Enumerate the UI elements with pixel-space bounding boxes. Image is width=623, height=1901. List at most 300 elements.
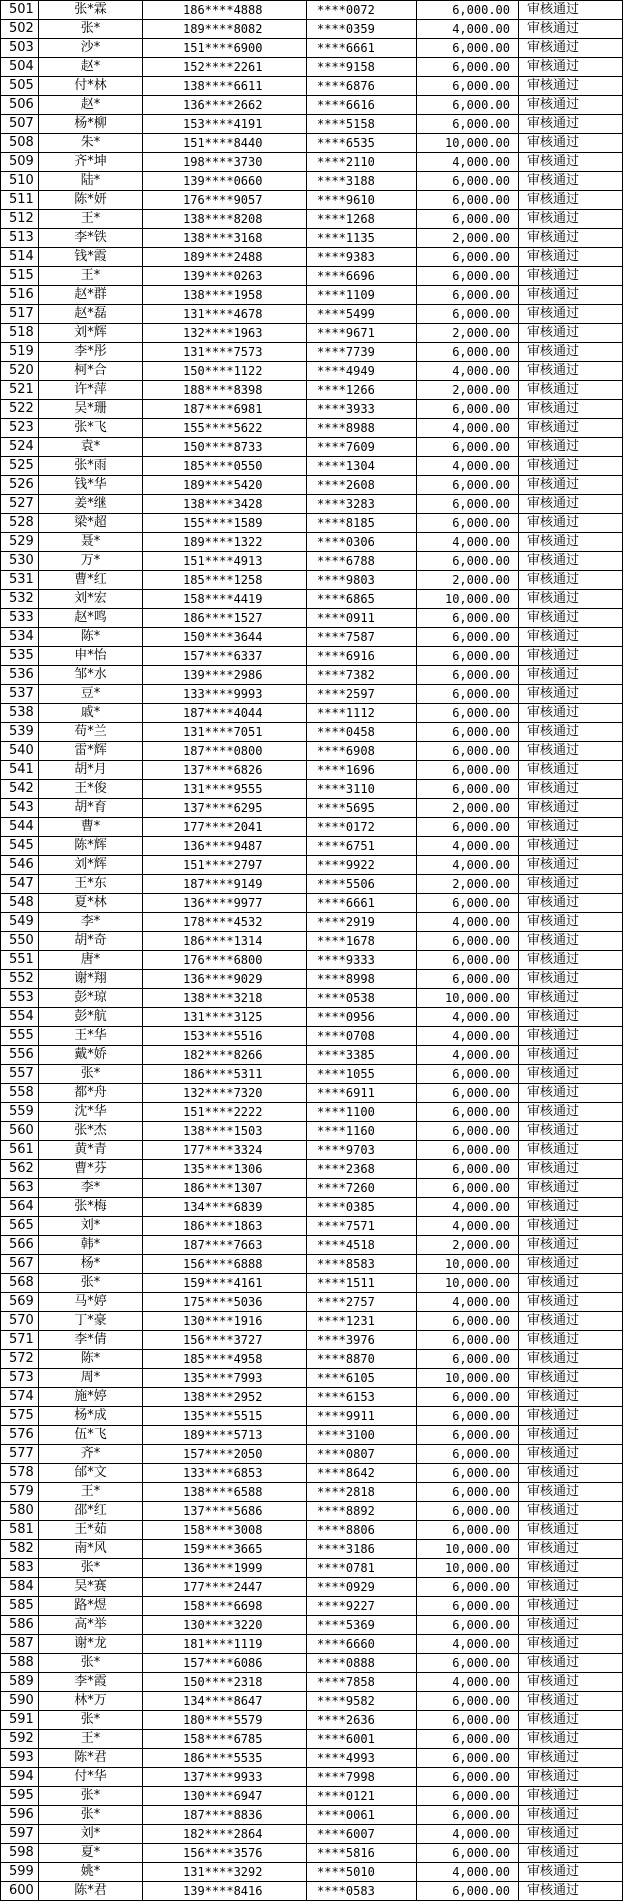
status-cell: 审核通过 (519, 742, 623, 761)
name-cell: 高*举 (39, 1616, 143, 1635)
card-number-cell: ****3283 (307, 495, 417, 514)
card-number-cell: ****7260 (307, 1179, 417, 1198)
phone-cell: 187****9149 (143, 875, 307, 894)
amount-cell: 6,000.00 (417, 286, 519, 305)
table-row (1, 1122, 623, 1141)
table-row (1, 1711, 623, 1730)
amount-cell: 4,000.00 (417, 1046, 519, 1065)
amount-cell: 6,000.00 (417, 970, 519, 989)
table-row (1, 1825, 623, 1844)
card-number-cell: ****6616 (307, 96, 417, 115)
name-cell: 赵* (39, 58, 143, 77)
row-number-cell: 544 (1, 818, 39, 837)
name-cell: 张* (39, 1274, 143, 1293)
amount-cell: 6,000.00 (417, 248, 519, 267)
row-number-cell: 519 (1, 343, 39, 362)
table-row (1, 1673, 623, 1692)
table-row (1, 1540, 623, 1559)
card-number-cell: ****2818 (307, 1483, 417, 1502)
card-number-cell: ****1160 (307, 1122, 417, 1141)
amount-cell: 4,000.00 (417, 1027, 519, 1046)
table-row (1, 932, 623, 951)
amount-cell: 6,000.00 (417, 1464, 519, 1483)
table-row (1, 1312, 623, 1331)
card-number-cell: ****7571 (307, 1217, 417, 1236)
amount-cell: 6,000.00 (417, 1844, 519, 1863)
phone-cell: 151****4913 (143, 552, 307, 571)
status-cell: 审核通过 (519, 438, 623, 457)
table-row (1, 666, 623, 685)
row-number-cell: 571 (1, 1331, 39, 1350)
phone-cell: 135****1306 (143, 1160, 307, 1179)
row-number-cell: 538 (1, 704, 39, 723)
table-row (1, 628, 623, 647)
row-number-cell: 543 (1, 799, 39, 818)
status-cell: 审核通过 (519, 362, 623, 381)
phone-cell: 130****6947 (143, 1787, 307, 1806)
status-cell: 审核通过 (519, 647, 623, 666)
name-cell: 陈* (39, 628, 143, 647)
table-row (1, 362, 623, 381)
name-cell: 张* (39, 1654, 143, 1673)
table-row (1, 1008, 623, 1027)
row-number-cell: 569 (1, 1293, 39, 1312)
row-number-cell: 518 (1, 324, 39, 343)
table-row (1, 799, 623, 818)
table-row (1, 438, 623, 457)
status-cell: 审核通过 (519, 1844, 623, 1863)
status-cell: 审核通过 (519, 1160, 623, 1179)
name-cell: 钱*霞 (39, 248, 143, 267)
amount-cell: 6,000.00 (417, 666, 519, 685)
amount-cell: 10,000.00 (417, 1369, 519, 1388)
status-cell: 审核通过 (519, 400, 623, 419)
amount-cell: 2,000.00 (417, 875, 519, 894)
card-number-cell: ****9671 (307, 324, 417, 343)
name-cell: 李*彤 (39, 343, 143, 362)
row-number-cell: 546 (1, 856, 39, 875)
status-cell: 审核通过 (519, 951, 623, 970)
phone-cell: 177****2447 (143, 1578, 307, 1597)
phone-cell: 185****1258 (143, 571, 307, 590)
amount-cell: 6,000.00 (417, 343, 519, 362)
phone-cell: 131****3292 (143, 1863, 307, 1882)
amount-cell: 2,000.00 (417, 229, 519, 248)
status-cell: 审核通过 (519, 514, 623, 533)
name-cell: 柯*合 (39, 362, 143, 381)
amount-cell: 6,000.00 (417, 932, 519, 951)
phone-cell: 182****2864 (143, 1825, 307, 1844)
amount-cell: 4,000.00 (417, 1293, 519, 1312)
status-cell: 审核通过 (519, 210, 623, 229)
card-number-cell: ****0172 (307, 818, 417, 837)
row-number-cell: 545 (1, 837, 39, 856)
card-number-cell: ****6908 (307, 742, 417, 761)
amount-cell: 6,000.00 (417, 723, 519, 742)
status-cell: 审核通过 (519, 1350, 623, 1369)
row-number-cell: 506 (1, 96, 39, 115)
amount-cell: 6,000.00 (417, 267, 519, 286)
phone-cell: 137****5686 (143, 1502, 307, 1521)
table-row (1, 856, 623, 875)
table-row (1, 324, 623, 343)
amount-cell: 6,000.00 (417, 514, 519, 533)
table-row (1, 134, 623, 153)
amount-cell: 10,000.00 (417, 590, 519, 609)
name-cell: 赵*鸣 (39, 609, 143, 628)
table-body (1, 1, 623, 1901)
phone-cell: 185****4958 (143, 1350, 307, 1369)
phone-cell: 133****9993 (143, 685, 307, 704)
name-cell: 张*梅 (39, 1198, 143, 1217)
status-cell: 审核通过 (519, 343, 623, 362)
phone-cell: 187****8836 (143, 1806, 307, 1825)
phone-cell: 138****1958 (143, 286, 307, 305)
row-number-cell: 577 (1, 1445, 39, 1464)
amount-cell: 6,000.00 (417, 39, 519, 58)
card-number-cell: ****7382 (307, 666, 417, 685)
status-cell: 审核通过 (519, 704, 623, 723)
card-number-cell: ****6660 (307, 1635, 417, 1654)
row-number-cell: 599 (1, 1863, 39, 1882)
phone-cell: 133****6853 (143, 1464, 307, 1483)
table-row (1, 381, 623, 400)
card-number-cell: ****5158 (307, 115, 417, 134)
amount-cell: 6,000.00 (417, 476, 519, 495)
phone-cell: 186****1307 (143, 1179, 307, 1198)
phone-cell: 134****8647 (143, 1692, 307, 1711)
row-number-cell: 596 (1, 1806, 39, 1825)
name-cell: 胡*月 (39, 761, 143, 780)
status-cell: 审核通过 (519, 1559, 623, 1578)
table-row (1, 685, 623, 704)
status-cell: 审核通过 (519, 324, 623, 343)
phone-cell: 132****1963 (143, 324, 307, 343)
card-number-cell: ****4993 (307, 1749, 417, 1768)
card-number-cell: ****6751 (307, 837, 417, 856)
row-number-cell: 566 (1, 1236, 39, 1255)
row-number-cell: 595 (1, 1787, 39, 1806)
row-number-cell: 515 (1, 267, 39, 286)
card-number-cell: ****1112 (307, 704, 417, 723)
row-number-cell: 554 (1, 1008, 39, 1027)
card-number-cell: ****2919 (307, 913, 417, 932)
card-number-cell: ****9383 (307, 248, 417, 267)
table-row (1, 590, 623, 609)
table-row (1, 742, 623, 761)
card-number-cell: ****6153 (307, 1388, 417, 1407)
phone-cell: 136****2662 (143, 96, 307, 115)
row-number-cell: 594 (1, 1768, 39, 1787)
table-row (1, 1749, 623, 1768)
status-cell: 审核通过 (519, 495, 623, 514)
name-cell: 邵*红 (39, 1502, 143, 1521)
phone-cell: 137****6826 (143, 761, 307, 780)
row-number-cell: 540 (1, 742, 39, 761)
card-number-cell: ****5506 (307, 875, 417, 894)
card-number-cell: ****2368 (307, 1160, 417, 1179)
amount-cell: 6,000.00 (417, 818, 519, 837)
card-number-cell: ****8583 (307, 1255, 417, 1274)
row-number-cell: 539 (1, 723, 39, 742)
table-row (1, 913, 623, 932)
row-number-cell: 553 (1, 989, 39, 1008)
status-cell: 审核通过 (519, 1331, 623, 1350)
status-cell: 审核通过 (519, 818, 623, 837)
table-row (1, 1027, 623, 1046)
table-row (1, 1597, 623, 1616)
row-number-cell: 598 (1, 1844, 39, 1863)
phone-cell: 157****2050 (143, 1445, 307, 1464)
phone-cell: 152****2261 (143, 58, 307, 77)
phone-cell: 151****2222 (143, 1103, 307, 1122)
name-cell: 苟*兰 (39, 723, 143, 742)
phone-cell: 181****1119 (143, 1635, 307, 1654)
phone-cell: 155****1589 (143, 514, 307, 533)
status-cell: 审核通过 (519, 1255, 623, 1274)
status-cell: 审核通过 (519, 1445, 623, 1464)
name-cell: 雷*辉 (39, 742, 143, 761)
table-row (1, 229, 623, 248)
table-row (1, 761, 623, 780)
name-cell: 唐* (39, 951, 143, 970)
row-number-cell: 530 (1, 552, 39, 571)
amount-cell: 6,000.00 (417, 1179, 519, 1198)
row-number-cell: 600 (1, 1882, 39, 1901)
status-cell: 审核通过 (519, 58, 623, 77)
card-number-cell: ****1100 (307, 1103, 417, 1122)
name-cell: 李* (39, 1179, 143, 1198)
status-cell: 审核通过 (519, 1388, 623, 1407)
name-cell: 彭*琼 (39, 989, 143, 1008)
row-number-cell: 527 (1, 495, 39, 514)
name-cell: 刘*宏 (39, 590, 143, 609)
amount-cell: 10,000.00 (417, 1559, 519, 1578)
row-number-cell: 567 (1, 1255, 39, 1274)
amount-cell: 10,000.00 (417, 1255, 519, 1274)
table-row (1, 20, 623, 39)
amount-cell: 6,000.00 (417, 1730, 519, 1749)
status-cell: 审核通过 (519, 628, 623, 647)
card-number-cell: ****0538 (307, 989, 417, 1008)
phone-cell: 130****3220 (143, 1616, 307, 1635)
name-cell: 谢*翔 (39, 970, 143, 989)
phone-cell: 138****2952 (143, 1388, 307, 1407)
table-row (1, 1654, 623, 1673)
amount-cell: 2,000.00 (417, 799, 519, 818)
name-cell: 夏*林 (39, 894, 143, 913)
name-cell: 齐* (39, 1445, 143, 1464)
card-number-cell: ****4949 (307, 362, 417, 381)
phone-cell: 189****5713 (143, 1426, 307, 1445)
phone-cell: 138****6611 (143, 77, 307, 96)
card-number-cell: ****1055 (307, 1065, 417, 1084)
phone-cell: 158****4419 (143, 590, 307, 609)
status-cell: 审核通过 (519, 1, 623, 20)
table-row (1, 1844, 623, 1863)
amount-cell: 6,000.00 (417, 172, 519, 191)
amount-cell: 4,000.00 (417, 837, 519, 856)
status-cell: 审核通过 (519, 533, 623, 552)
name-cell: 李*铁 (39, 229, 143, 248)
status-cell: 审核通过 (519, 1122, 623, 1141)
row-number-cell: 549 (1, 913, 39, 932)
table-row (1, 533, 623, 552)
name-cell: 吴*珊 (39, 400, 143, 419)
row-number-cell: 537 (1, 685, 39, 704)
amount-cell: 6,000.00 (417, 628, 519, 647)
name-cell: 沙* (39, 39, 143, 58)
status-cell: 审核通过 (519, 191, 623, 210)
table-row (1, 1730, 623, 1749)
status-cell: 审核通过 (519, 685, 623, 704)
row-number-cell: 510 (1, 172, 39, 191)
status-cell: 审核通过 (519, 381, 623, 400)
name-cell: 沈*华 (39, 1103, 143, 1122)
card-number-cell: ****3100 (307, 1426, 417, 1445)
card-number-cell: ****9911 (307, 1407, 417, 1426)
table-row (1, 1274, 623, 1293)
amount-cell: 4,000.00 (417, 362, 519, 381)
table-row (1, 1331, 623, 1350)
phone-cell: 159****3665 (143, 1540, 307, 1559)
name-cell: 邰*文 (39, 1464, 143, 1483)
row-number-cell: 561 (1, 1141, 39, 1160)
table-row (1, 1, 623, 20)
phone-cell: 138****6588 (143, 1483, 307, 1502)
row-number-cell: 572 (1, 1350, 39, 1369)
status-cell: 审核通过 (519, 666, 623, 685)
card-number-cell: ****9703 (307, 1141, 417, 1160)
phone-cell: 189****1322 (143, 533, 307, 552)
status-cell: 审核通过 (519, 1008, 623, 1027)
table-row (1, 1502, 623, 1521)
name-cell: 马*婷 (39, 1293, 143, 1312)
row-number-cell: 551 (1, 951, 39, 970)
name-cell: 张* (39, 1711, 143, 1730)
table-row (1, 1160, 623, 1179)
card-number-cell: ****1304 (307, 457, 417, 476)
amount-cell: 4,000.00 (417, 533, 519, 552)
amount-cell: 4,000.00 (417, 419, 519, 438)
status-cell: 审核通过 (519, 1293, 623, 1312)
status-cell: 审核通过 (519, 457, 623, 476)
row-number-cell: 592 (1, 1730, 39, 1749)
card-number-cell: ****6535 (307, 134, 417, 153)
card-number-cell: ****0385 (307, 1198, 417, 1217)
row-number-cell: 548 (1, 894, 39, 913)
amount-cell: 6,000.00 (417, 685, 519, 704)
row-number-cell: 532 (1, 590, 39, 609)
table-row (1, 1426, 623, 1445)
name-cell: 杨*柳 (39, 115, 143, 134)
name-cell: 王* (39, 1483, 143, 1502)
amount-cell: 6,000.00 (417, 58, 519, 77)
name-cell: 张*雨 (39, 457, 143, 476)
card-number-cell: ****1696 (307, 761, 417, 780)
table-row (1, 495, 623, 514)
amount-cell: 2,000.00 (417, 381, 519, 400)
status-cell: 审核通过 (519, 1540, 623, 1559)
status-cell: 审核通过 (519, 1407, 623, 1426)
card-number-cell: ****7587 (307, 628, 417, 647)
status-cell: 审核通过 (519, 39, 623, 58)
card-number-cell: ****0458 (307, 723, 417, 742)
phone-cell: 187****0800 (143, 742, 307, 761)
name-cell: 施*婷 (39, 1388, 143, 1407)
amount-cell: 4,000.00 (417, 1825, 519, 1844)
name-cell: 钱*华 (39, 476, 143, 495)
row-number-cell: 542 (1, 780, 39, 799)
table-row (1, 1768, 623, 1787)
name-cell: 姚* (39, 1863, 143, 1882)
name-cell: 陆* (39, 172, 143, 191)
status-cell: 审核通过 (519, 1141, 623, 1160)
table-row (1, 96, 623, 115)
phone-cell: 131****4678 (143, 305, 307, 324)
amount-cell: 6,000.00 (417, 1350, 519, 1369)
amount-cell: 6,000.00 (417, 1521, 519, 1540)
name-cell: 张*杰 (39, 1122, 143, 1141)
card-number-cell: ****0072 (307, 1, 417, 20)
table-row (1, 115, 623, 134)
card-number-cell: ****0807 (307, 1445, 417, 1464)
name-cell: 王*华 (39, 1027, 143, 1046)
card-number-cell: ****6696 (307, 267, 417, 286)
status-cell: 审核通过 (519, 1616, 623, 1635)
table-row (1, 172, 623, 191)
amount-cell: 6,000.00 (417, 552, 519, 571)
status-cell: 审核通过 (519, 1483, 623, 1502)
name-cell: 杨* (39, 1255, 143, 1274)
table-row (1, 39, 623, 58)
row-number-cell: 578 (1, 1464, 39, 1483)
name-cell: 王*俊 (39, 780, 143, 799)
status-cell: 审核通过 (519, 1103, 623, 1122)
row-number-cell: 516 (1, 286, 39, 305)
phone-cell: 156****3727 (143, 1331, 307, 1350)
card-number-cell: ****2608 (307, 476, 417, 495)
table-row (1, 1369, 623, 1388)
card-number-cell: ****3976 (307, 1331, 417, 1350)
row-number-cell: 552 (1, 970, 39, 989)
status-cell: 审核通过 (519, 1654, 623, 1673)
status-cell: 审核通过 (519, 723, 623, 742)
phone-cell: 186****5311 (143, 1065, 307, 1084)
name-cell: 杨*成 (39, 1407, 143, 1426)
phone-cell: 139****8416 (143, 1882, 307, 1901)
card-number-cell: ****1135 (307, 229, 417, 248)
table-row (1, 286, 623, 305)
card-number-cell: ****9227 (307, 1597, 417, 1616)
phone-cell: 156****6888 (143, 1255, 307, 1274)
amount-cell: 10,000.00 (417, 989, 519, 1008)
phone-cell: 178****4532 (143, 913, 307, 932)
name-cell: 张* (39, 1559, 143, 1578)
amount-cell: 6,000.00 (417, 1122, 519, 1141)
amount-cell: 6,000.00 (417, 1331, 519, 1350)
card-number-cell: ****2757 (307, 1293, 417, 1312)
status-cell: 审核通过 (519, 1521, 623, 1540)
phone-cell: 150****8733 (143, 438, 307, 457)
row-number-cell: 593 (1, 1749, 39, 1768)
amount-cell: 6,000.00 (417, 951, 519, 970)
card-number-cell: ****6916 (307, 647, 417, 666)
amount-cell: 6,000.00 (417, 780, 519, 799)
card-number-cell: ****1231 (307, 1312, 417, 1331)
card-number-cell: ****9582 (307, 1692, 417, 1711)
row-number-cell: 514 (1, 248, 39, 267)
